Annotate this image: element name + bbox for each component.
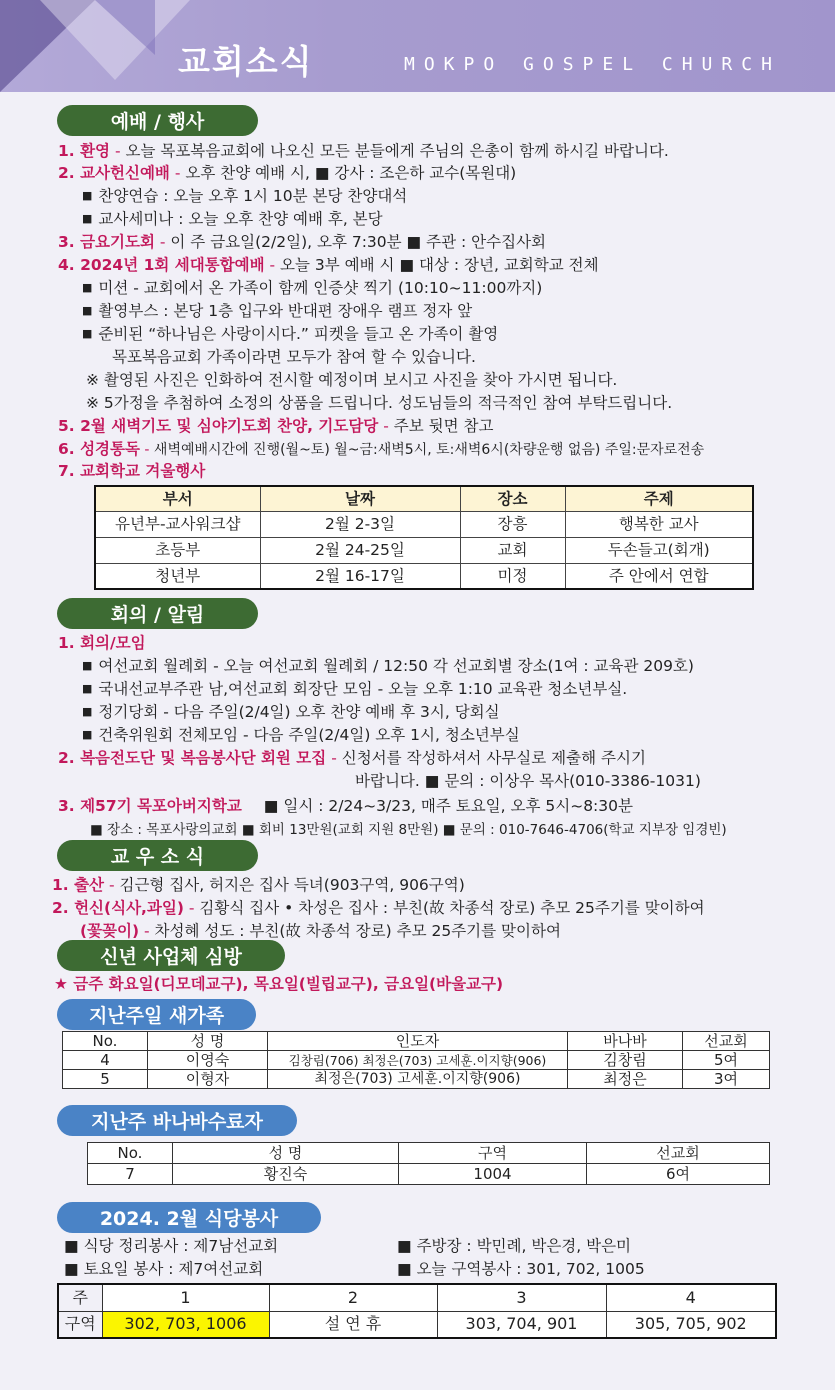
- table-cell: 4: [63, 1051, 148, 1070]
- table-header: 부서: [95, 486, 260, 511]
- table-row: [58, 1284, 776, 1311]
- table-cell: 최정은: [568, 1070, 683, 1089]
- district-cell: 303, 704, 901: [437, 1311, 606, 1338]
- table-cell: 3여: [683, 1070, 770, 1089]
- table-row: [63, 1051, 770, 1070]
- table-row: [95, 563, 753, 589]
- table-cell: 5: [63, 1070, 148, 1089]
- worship-note: ※ 5가정을 추첨하여 소정의 상품을 드립니다. 성도님들의 적극적인 참여 부탁드립니다.: [86, 394, 673, 412]
- table-cell: 2월 16-17일: [260, 563, 460, 589]
- week-number: 2: [269, 1284, 437, 1311]
- table-cell: 초등부: [95, 537, 260, 563]
- newfamily-table: [62, 1031, 770, 1089]
- table-cell: 2월 2-3일: [260, 511, 460, 537]
- table-header: 구역: [399, 1143, 587, 1164]
- table-cell: 1004: [399, 1164, 587, 1185]
- decor-triangle: [95, 0, 155, 55]
- meeting-item-3: 3. 제57기 목포아버지학교 ■ 일시 : 2/24~3/23, 매주 토요일, 오후 5시~8:30분: [58, 797, 633, 815]
- table-header: 성 명: [173, 1143, 399, 1164]
- week-number: 3: [437, 1284, 606, 1311]
- worship-item-2: 2. 교사헌신예배 - 오후 찬양 예배 시, ■ 강사 : 조은하 교수(목원대): [58, 164, 517, 182]
- table-header-row: [95, 486, 753, 511]
- table-cell: 2월 24-25일: [260, 537, 460, 563]
- section-visit-heading: 신년 사업체 심방: [57, 940, 285, 971]
- district-cell: 설 연 휴: [269, 1311, 437, 1338]
- worship-item-1: 1. 환영 - 오늘 목포복음교회에 나오신 모든 분들에게 주님의 은총이 함께 하시길 바랍니다.: [58, 142, 669, 160]
- worship-item-7: 7. 교회학교 겨울행사: [58, 462, 206, 480]
- cafeteria-info: ■ 오늘 구역봉사 : 301, 702, 1005: [397, 1260, 645, 1278]
- table-cell: 행복한 교사: [565, 511, 753, 537]
- worship-item-6: 6. 성경통독 - 새벽예배시간에 진행(월~토) 월~금:새벽5시, 토:새벽6시(차량운행 없음) 주일:문자로전송: [58, 440, 705, 458]
- table-header: 성 명: [148, 1032, 268, 1051]
- table-cell: 유년부-교사워크샵: [95, 511, 260, 537]
- table-row: [58, 1311, 776, 1338]
- meeting-item-2-cont: 바랍니다. ■ 문의 : 이상우 목사(010-3386-1031): [355, 772, 701, 790]
- meeting-item-1-sub: ■ 국내선교부주관 남,여선교회 회장단 모임 - 오늘 오후 1:10 교육관 청소년부실.: [82, 679, 627, 701]
- week-number: 1: [102, 1284, 269, 1311]
- cafeteria-info: ■ 주방장 : 박민례, 박은경, 박은미: [397, 1237, 632, 1255]
- page-title: 교회소식: [178, 42, 314, 81]
- district-cell: 305, 705, 902: [606, 1311, 776, 1338]
- table-cell: 김창림: [568, 1051, 683, 1070]
- table-header: No.: [63, 1032, 148, 1051]
- row-label: 주: [58, 1284, 102, 1311]
- table-row: [95, 537, 753, 563]
- table-header: 날짜: [260, 486, 460, 511]
- table-cell: 미정: [460, 563, 565, 589]
- cafeteria-info: ■ 식당 정리봉사 : 제7남선교회: [64, 1237, 279, 1255]
- events-table: [94, 485, 754, 590]
- worship-item-2-sub: ■ 찬양연습 : 오늘 오후 1시 10분 본당 찬양대석: [82, 186, 407, 208]
- table-row: [63, 1070, 770, 1089]
- worship-item-4-sub: 목포복음교회 가족이라면 모두가 참여 할 수 있습니다.: [112, 348, 476, 366]
- table-header: 장소: [460, 486, 565, 511]
- header-banner: [0, 0, 835, 92]
- table-cell: 이영숙: [148, 1051, 268, 1070]
- table-cell: 최정은(703) 고세훈.이지향(906): [268, 1070, 568, 1089]
- table-header: 인도자: [268, 1032, 568, 1051]
- table-row: [88, 1164, 770, 1185]
- worship-item-2-sub: ■ 교사세미나 : 오늘 오후 찬양 예배 후, 본당: [82, 209, 383, 231]
- table-cell: 황진숙: [173, 1164, 399, 1185]
- section-members-heading: 교 우 소 식: [57, 840, 258, 871]
- section-meeting-heading: 회의 / 알림: [57, 598, 258, 629]
- district-cell-highlighted: 302, 703, 1006: [102, 1311, 269, 1338]
- table-cell: 김창림(706) 최정은(703) 고세훈.이지향(906): [268, 1051, 568, 1070]
- meeting-item-1-sub: ■ 건축위원회 전체모임 - 다음 주일(2/4일) 오후 1시, 청소년부실: [82, 725, 520, 747]
- table-row: [95, 511, 753, 537]
- worship-item-4-sub: ■ 미션 - 교회에서 온 가족이 함께 인증샷 찍기 (10:10~11:00까지): [82, 278, 542, 300]
- barnabas-table: [87, 1142, 770, 1185]
- district-service-table: [57, 1283, 777, 1339]
- members-item-2: 2. 헌신(식사,과일) - 김황식 집사 • 차성은 집사 : 부친(故 차종석 장로) 추모 25주기를 맞이하여: [52, 899, 705, 917]
- table-header: 주제: [565, 486, 753, 511]
- table-header-row: [63, 1032, 770, 1051]
- worship-note: ※ 촬영된 사진은 인화하여 전시할 예정이며 보시고 사진을 찾아 가시면 됩니다.: [86, 371, 618, 389]
- worship-item-4-sub: ■ 촬영부스 : 본당 1층 입구와 반대편 장애우 램프 정자 앞: [82, 301, 472, 323]
- table-header: 선교회: [587, 1143, 770, 1164]
- members-item-2-cont: (꽃꽂이) - 차성혜 성도 : 부친(故 차종석 장로) 추모 25주기를 맞이하여: [80, 922, 561, 940]
- table-cell: 7: [88, 1164, 173, 1185]
- table-header-row: [88, 1143, 770, 1164]
- table-cell: 주 안에서 연합: [565, 563, 753, 589]
- table-header: 선교회: [683, 1032, 770, 1051]
- table-cell: 두손들고(회개): [565, 537, 753, 563]
- table-header: No.: [88, 1143, 173, 1164]
- members-item-1: 1. 출산 - 김근형 집사, 허지은 집사 득녀(903구역, 906구역): [52, 876, 465, 894]
- table-cell: 교회: [460, 537, 565, 563]
- section-newfamily-heading: 지난주일 새가족: [57, 999, 256, 1030]
- section-barnabas-heading: 지난주 바나바수료자: [57, 1105, 297, 1136]
- worship-item-5: 5. 2월 새벽기도 및 심야기도회 찬양, 기도담당 - 주보 뒷면 참고: [58, 417, 494, 435]
- worship-item-3: 3. 금요기도회 - 이 주 금요일(2/2일), 오후 7:30분 ■ 주관 : 안수집사회: [58, 233, 547, 251]
- worship-item-4: 4. 2024년 1회 세대통합예배 - 오늘 3부 예배 시 ■ 대상 : 장년, 교회학교 전체: [58, 256, 599, 274]
- visit-schedule: ★ 금주 화요일(디모데교구), 목요일(빌립교구), 금요일(바울교구): [54, 975, 504, 993]
- section-worship-heading: 예배 / 행사: [57, 105, 258, 136]
- meeting-item-3-detail: ■ 장소 : 목포사랑의교회 ■ 회비 13만원(교회 지원 8만원) ■ 문의 : 010-7646-4706(학교 지부장 임경빈): [90, 822, 727, 838]
- meeting-item-1: 1. 회의/모임: [58, 634, 146, 652]
- church-name: MOKPO GOSPEL CHURCH: [404, 54, 781, 75]
- table-cell: 5여: [683, 1051, 770, 1070]
- table-cell: 장흥: [460, 511, 565, 537]
- meeting-item-1-sub: ■ 여선교회 월례회 - 오늘 여선교회 월례회 / 12:50 각 선교회별 장소(1여 : 교육관 209호): [82, 656, 694, 678]
- table-header: 바나바: [568, 1032, 683, 1051]
- row-label: 구역: [58, 1311, 102, 1338]
- table-cell: 청년부: [95, 563, 260, 589]
- meeting-item-1-sub: ■ 정기당회 - 다음 주일(2/4일) 오후 찬양 예배 후 3시, 당회실: [82, 702, 500, 724]
- meeting-item-2: 2. 복음전도단 및 복음봉사단 회원 모집 - 신청서를 작성하셔서 사무실로 제출해 주시기: [58, 749, 646, 767]
- table-cell: 이형자: [148, 1070, 268, 1089]
- week-number: 4: [606, 1284, 776, 1311]
- worship-item-4-sub: ■ 준비된 “하나님은 사랑이시다.” 피켓을 들고 온 가족이 촬영: [82, 324, 498, 346]
- table-cell: 6여: [587, 1164, 770, 1185]
- section-cafeteria-heading: 2024. 2월 식당봉사: [57, 1202, 321, 1233]
- cafeteria-info: ■ 토요일 봉사 : 제7여선교회: [64, 1260, 264, 1278]
